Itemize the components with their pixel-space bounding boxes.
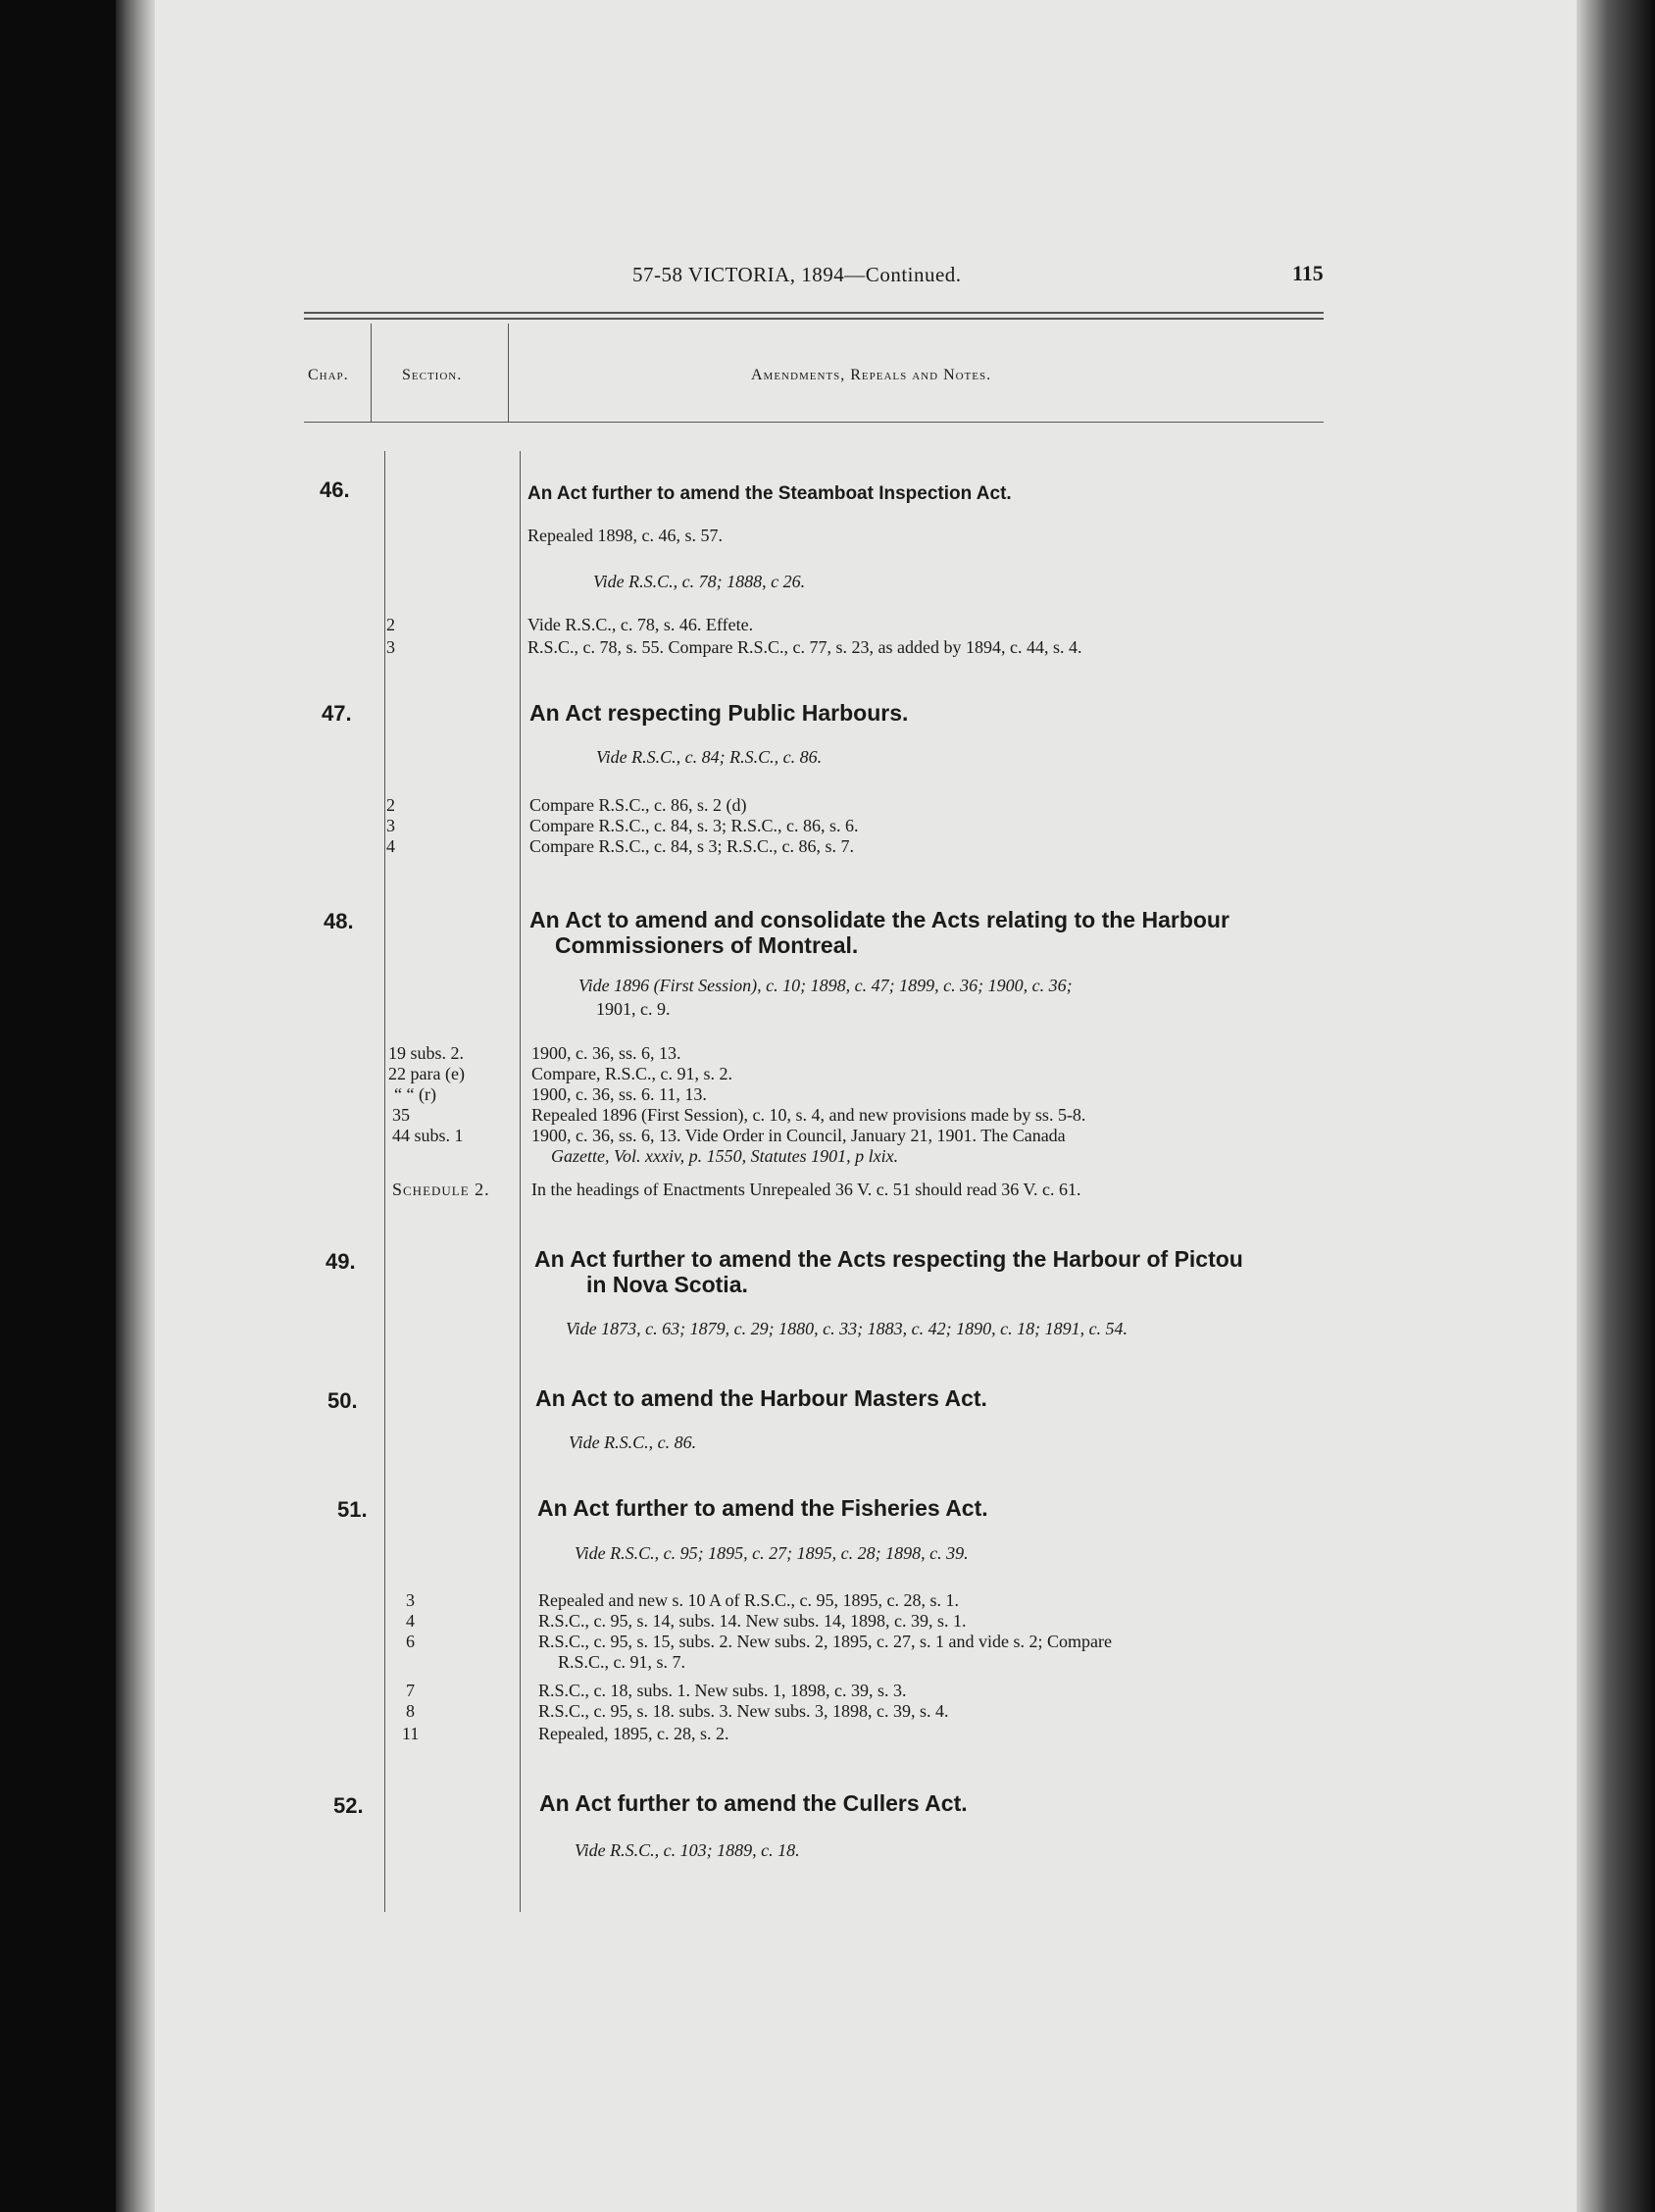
act-title-line: An Act further to amend the Acts respecting the Harbour of Pictou: [534, 1246, 1243, 1272]
note-line: Repealed 1898, c. 46, s. 57.: [527, 526, 723, 545]
note-line: Vide R.S.C., c. 103; 1889, c. 18.: [575, 1840, 800, 1860]
section-note-continued: R.S.C., c. 91, s. 7.: [558, 1652, 686, 1672]
act-title: An Act to amend the Harbour Masters Act.: [535, 1385, 987, 1411]
chapter-number: 52.: [333, 1793, 364, 1818]
chapter-number: 50.: [327, 1388, 358, 1413]
divider-section-notes-body: [520, 451, 521, 1912]
section-note: Vide R.S.C., c. 78, s. 46. Effete.: [527, 615, 754, 634]
section-note: Repealed 1896 (First Session), c. 10, s. 4, and new provisions made by ss. 5-8.: [531, 1105, 1086, 1125]
section-label: Schedule 2.: [392, 1180, 490, 1199]
section-label: 44 subs. 1: [392, 1126, 464, 1145]
divider-chap-section-body: [384, 451, 385, 1912]
chapter-number: 48.: [324, 909, 354, 933]
section-label: 22 para (e): [388, 1064, 465, 1083]
section-label: 4: [406, 1611, 415, 1631]
section-label: 3: [386, 816, 395, 835]
section-label: 7: [406, 1681, 415, 1700]
section-note: Compare R.S.C., c. 84, s. 3; R.S.C., c. 86, s. 6.: [529, 816, 859, 835]
section-label: 2: [386, 795, 395, 815]
divider-section-notes: [508, 324, 509, 422]
column-head-section: Section.: [402, 367, 463, 383]
note-line: 1901, c. 9.: [596, 999, 671, 1019]
section-label: 19 subs. 2.: [388, 1043, 465, 1063]
section-label: 11: [402, 1724, 420, 1743]
note-line: Vide R.S.C., c. 78; 1888, c 26.: [593, 572, 806, 591]
section-note: Compare R.S.C., c. 84, s 3; R.S.C., c. 86, s. 7.: [529, 836, 855, 856]
running-head: 57-58 VICTORIA, 1894—Continued.: [632, 263, 962, 286]
act-title: An Act respecting Public Harbours.: [529, 700, 909, 726]
section-note-continued: Gazette, Vol. xxxiv, p. 1550, Statutes 1901, p lxix.: [551, 1146, 899, 1166]
page-edge-shadow: [1577, 0, 1655, 2212]
book-spine-shadow: [116, 0, 155, 2212]
chapter-number: 49.: [326, 1249, 356, 1274]
section-note: 1900, c. 36, ss. 6. 11, 13.: [531, 1084, 707, 1104]
act-title: An Act further to amend the Cullers Act.: [539, 1790, 968, 1816]
column-head-chap: Chap.: [308, 367, 349, 383]
section-label: 2: [386, 615, 395, 634]
page-number: 115: [1292, 261, 1324, 285]
act-title: An Act further to amend the Steamboat Inspection Act.: [527, 483, 1012, 504]
section-note: R.S.C., c. 95, s. 18. subs. 3. New subs. 3, 1898, c. 39, s. 4.: [538, 1701, 949, 1721]
section-label: 3: [406, 1590, 415, 1610]
divider-chap-section: [371, 324, 372, 422]
note-line: Vide R.S.C., c. 84; R.S.C., c. 86.: [596, 747, 823, 767]
note-line: Vide 1896 (First Session), c. 10; 1898, c. 47; 1899, c. 36; 1900, c. 36;: [578, 976, 1073, 995]
header-bottom-rule: [304, 422, 1324, 423]
section-label: 6: [406, 1632, 415, 1651]
section-label: 8: [406, 1701, 415, 1721]
section-note: R.S.C., c. 95, s. 15, subs. 2. New subs. 2, 1895, c. 27, s. 1 and vide s. 2; Compare: [538, 1632, 1112, 1651]
act-title-line: Commissioners of Montreal.: [555, 932, 859, 958]
act-title-line: An Act to amend and consolidate the Acts relating to the Harbour: [529, 907, 1229, 932]
section-label: “ “ (r): [394, 1084, 436, 1104]
note-line: Vide R.S.C., c. 95; 1895, c. 27; 1895, c. 28; 1898, c. 39.: [575, 1543, 969, 1563]
top-rule-upper: [304, 312, 1324, 314]
section-note: R.S.C., c. 18, subs. 1. New subs. 1, 1898, c. 39, s. 3.: [538, 1681, 907, 1700]
column-head-notes: Amendments, Repeals and Notes.: [751, 367, 992, 383]
chapter-number: 46.: [320, 478, 350, 502]
section-label: 3: [386, 637, 395, 657]
section-note: Compare, R.S.C., c. 91, s. 2.: [531, 1064, 732, 1083]
section-note: R.S.C., c. 78, s. 55. Compare R.S.C., c. 77, s. 23, as added by 1894, c. 44, s. 4.: [527, 637, 1082, 657]
note-line: Vide 1873, c. 63; 1879, c. 29; 1880, c. 33; 1883, c. 42; 1890, c. 18; 1891, c. 54.: [566, 1319, 1128, 1338]
section-note: Repealed, 1895, c. 28, s. 2.: [538, 1724, 729, 1743]
top-rule-lower: [304, 318, 1324, 320]
section-note: Compare R.S.C., c. 86, s. 2 (d): [529, 795, 747, 815]
section-label: 4: [386, 836, 395, 856]
section-note: Repealed and new s. 10 A of R.S.C., c. 95, 1895, c. 28, s. 1.: [538, 1590, 959, 1610]
section-note: 1900, c. 36, ss. 6, 13. Vide Order in Council, January 21, 1901. The Canada: [531, 1126, 1066, 1145]
section-note: 1900, c. 36, ss. 6, 13.: [531, 1043, 681, 1063]
act-title: An Act further to amend the Fisheries Act.: [537, 1495, 988, 1521]
section-label: 35: [392, 1105, 410, 1125]
chapter-number: 51.: [337, 1497, 368, 1522]
chapter-number: 47.: [322, 701, 352, 726]
section-note: In the headings of Enactments Unrepealed 36 V. c. 51 should read 36 V. c. 61.: [531, 1180, 1081, 1199]
section-note: R.S.C., c. 95, s. 14, subs. 14. New subs. 14, 1898, c. 39, s. 1.: [538, 1611, 967, 1631]
act-title-line: in Nova Scotia.: [586, 1272, 748, 1297]
note-line: Vide R.S.C., c. 86.: [569, 1433, 697, 1452]
